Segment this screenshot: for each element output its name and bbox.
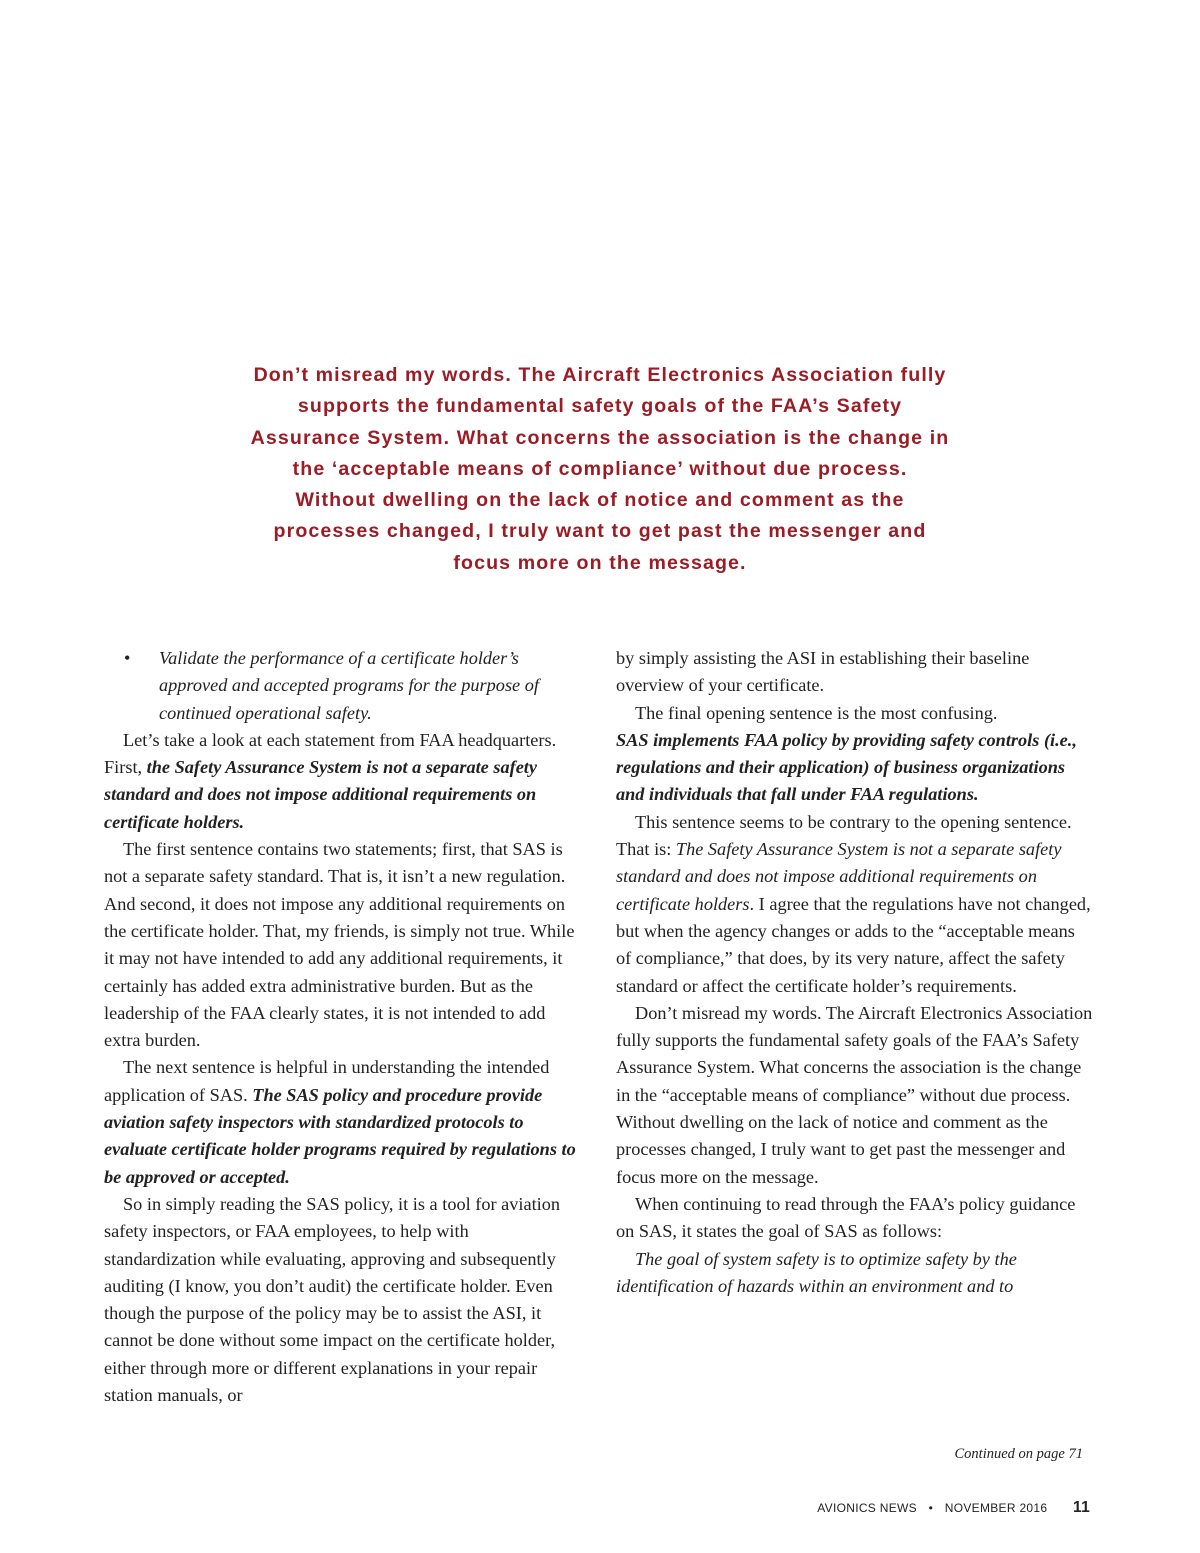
right-column bbox=[616, 645, 1094, 1300]
paragraph: The final opening sentence is the most confusing. bbox=[635, 702, 998, 723]
left-column bbox=[104, 645, 582, 1409]
bullet-item bbox=[124, 645, 582, 727]
italic-quote: The Safety Assurance System is not a separate safety standard and does not impose additional requirements on certificate holders bbox=[616, 839, 1062, 914]
separator-icon: • bbox=[928, 1501, 934, 1515]
italic-quote: The goal of system safety is to optimize safety by the identification of hazards within an environment and to bbox=[616, 1248, 1017, 1296]
paragraph: When continuing to read through the FAA’s policy guidance on SAS, it states the goal of SAS as follows: bbox=[616, 1193, 1076, 1242]
bullet-icon: • bbox=[124, 648, 131, 668]
paragraph bbox=[616, 809, 1094, 1000]
emphasis-quote: the Safety Assurance System is not a separate safety standard and does not impose additional requirements on certificate holders. bbox=[104, 757, 537, 832]
bullet-text: Validate the performance of a certificate holder’s approved and accepted programs for the purpose of continued operational safety. bbox=[159, 648, 539, 723]
paragraph-text: Let’s take a look at each statement from FAA headquarters. First, bbox=[104, 729, 557, 778]
paragraph bbox=[104, 1054, 582, 1190]
paragraph bbox=[104, 727, 582, 836]
paragraph-text: . I agree that the regulations have not changed, but when the agency changes or adds to the “acceptable means of compliance,” that does, by its very nature, affect the safety standard or affect the certificate holder’s requirements. bbox=[616, 893, 1091, 996]
continued-note: Continued on page 71 bbox=[954, 1446, 1083, 1462]
emphasis-quote: SAS implements FAA policy by providing safety controls (i.e., regulations and their application) of business organizations and individuals that fall under FAA regulations. bbox=[616, 729, 1077, 805]
page-number: 11 bbox=[1073, 1499, 1090, 1516]
issue-date: NOVEMBER 2016 bbox=[944, 1501, 1048, 1515]
publication-name: AVIONICS NEWS bbox=[817, 1501, 917, 1515]
paragraph: Don’t misread my words. The Aircraft Electronics Association fully supports the fundamental safety goals of the FAA’s Safety Assurance System. What concerns the association is the change in the “acceptable means of compliance” without due process. Without dwelling on the lack of notice and comment as the processes changed, I truly want to get past the messenger and focus more on the message. bbox=[616, 1002, 1093, 1187]
pull-quote: Don’t misread my words. The Aircraft Electronics Association fully supports the fundamental safety goals of the FAA’s Safety Assurance System. What concerns the association is the change in the ‘acceptable means of compliance’ without due process. Without dwelling on the lack of notice and comment as the processes changed, I truly want to get past the messenger and focus more on the message. bbox=[250, 364, 950, 574]
paragraph-text: This sentence seems to be contrary to the opening sentence. That is: bbox=[616, 811, 1072, 860]
paragraph: The first sentence contains two statements; first, that SAS is not a separate safety standard. That is, it isn’t a new regulation. And second, it does not impose any additional requirements on the certificate holder. That, my friends, is simply not true. While it may not have intended to add any additional requirements, it certainly has added extra administrative burden. But as the leadership of the FAA clearly states, it is not intended to add extra burden. bbox=[104, 839, 575, 1051]
page-footer bbox=[817, 1499, 1090, 1517]
emphasis-quote: The SAS policy and procedure provide aviation safety inspectors with standardized protocols to evaluate certificate holder programs required by regulations to be approved or accepted. bbox=[104, 1084, 576, 1187]
paragraph: So in simply reading the SAS policy, it is a tool for aviation safety inspectors, or FAA employees, to help with standardization while evaluating, approving and subsequently auditing (I know, you don’t audit) the certificate holder. Even though the purpose of the policy may be to assist the ASI, it cannot be done without some impact on the certificate holder, either through more or different explanations in your repair station manuals, or bbox=[104, 1193, 561, 1406]
paragraph-text: The next sentence is helpful in understanding the intended application of SAS. bbox=[104, 1057, 550, 1105]
paragraph: by simply assisting the ASI in establishing their baseline overview of your certificate. bbox=[616, 648, 1030, 696]
